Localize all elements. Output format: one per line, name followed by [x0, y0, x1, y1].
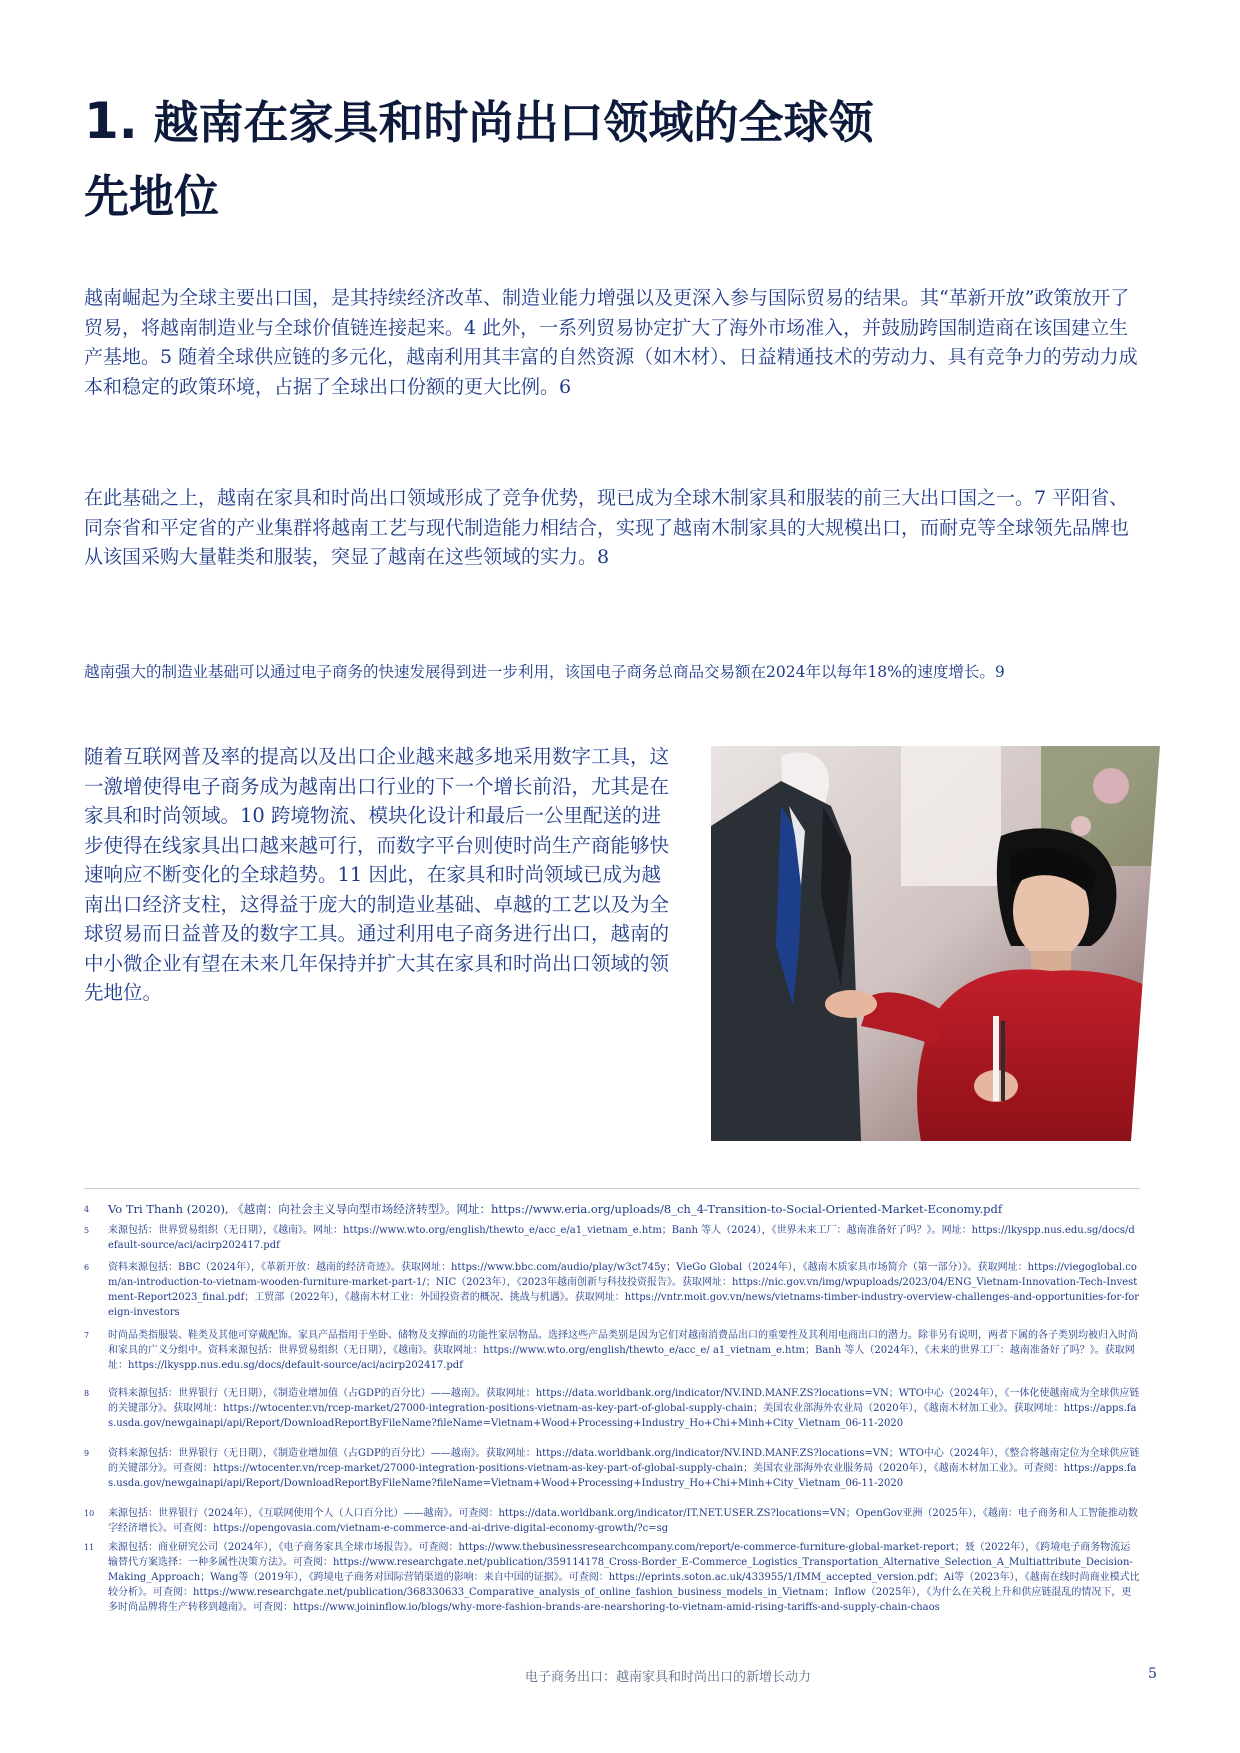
- paragraph-1: 越南崛起为全球主要出口国，是其持续经济改革、制造业能力增强以及更深入参与国际贸易的结果。其“革新开放”政策放开了贸易，将越南制造业与全球价值链连接起来。4 此外，一系列贸易协定扩大了海外市场准入，并鼓励跨国制造商在该国建立生产基地。5 随着全球供应链的多元化，越南利用其丰富的自然资源（如木材）、日益精通技术的劳动力、具有竞争力的劳动力成本和稳定的政策环境，占据了全球出口份额的更大比例。6: [84, 287, 1138, 398]
- footer-document-title: 电子商务出口：越南家具和时尚出口的新增长动力: [525, 1670, 812, 1685]
- section-number: 1.: [84, 92, 138, 150]
- footnote-4: [84, 1202, 1140, 1217]
- footnote-number: 7: [84, 1331, 90, 1340]
- footnote-10: [84, 1506, 1140, 1536]
- footnote-text: 资料来源包括：BBC（2024年），《革新开放：越南的经济奇迹》。获取网址：https://www.bbc.com/audio/play/w3ct745y；VieGo Global（2024年），《越南木质家具市场简介（第一部分）》。获取网址：https://viegoglobal.com/an-introduction-to-vietnam-wooden-furniture-market-part-1/；NIC（2023年），《2023年越南创新与科技投资报告》。获取网址：https://nic.gov.vn/img/wpuploads/2023/04/ENG_Vietnam-Innovation-Tech-Investment-Report2023_final.pdf；工贸部（2022年），《越南木材工业：外国投资者的概况、挑战与机遇》。获取网址：https://vntr.moit.gov.vn/news/vietnams-timber-industry-overview-challenges-and-opportunities-for-foreign-investors: [108, 1262, 1140, 1318]
- footnote-number: 5: [84, 1226, 90, 1235]
- footnote-number: 4: [84, 1205, 90, 1214]
- footnote-text: 资料来源包括：世界银行（无日期），《制造业增加值（占GDP的百分比）——越南》。获取网址：https://data.worldbank.org/indicator/NV.IND.MANF.ZS?locations=VN；WTO中心（2024年），《一体化使越南成为全球供应链的关键部分》。获取网址：https://wtocenter.vn/rcep-market/27000-integration-positions-vietnam-as-key-part-of-global-supply-chain；美国农业部海外农业局（2020年），《越南木材加工业》。获取网址：https://apps.fas.usda.gov/newgainapi/api/Report/DownloadReportByFileName?fileName=Vietnam+Wood+Processing+Industry_Ho+Chi+Minh+City_Vietnam_06-11-2020: [108, 1388, 1140, 1429]
- footnote-text: 来源包括：商业研究公司（2024年），《电子商务家具全球市场报告》。可查阅：https://www.thebusinessresearchcompany.com/report/e-commerce-furniture-global-market-report；聂（2022年），《跨境电子商务物流运输替代方案选择：一种多属性决策方法》。可查阅：https://www.researchgate.net/publication/359114178_Cross-Border_E-Commerce_Logistics_Transportation_Alternative_Selection_A_Multiattribute_Decision-Making_Approach；Wang等（2019年），《跨境电子商务对国际营销渠道的影响：来自中国的证据》。可查阅：https://eprints.soton.ac.uk/433955/1/IMM_accepted_version.pdf；Ai等（2023年），《越南在线时尚商业模式比较分析》。可查阅：https://www.researchgate.net/publication/368330633_Comparative_analysis_of_online_fashion_business_models_in_Vietnam；Inflow（2025年），《为什么在关税上升和供应链混乱的情况下，更多时尚品牌将生产转移到越南》。可查阅：https://www.joininflow.io/blogs/why-more-fashion-brands-are-nearshoring-to-vietnam-amid-rising-tariffs-and-supply-chain-chaos: [108, 1542, 1140, 1613]
- footnote-number: 9: [84, 1449, 90, 1458]
- footnote-7: [84, 1328, 1140, 1373]
- footnote-9: [84, 1446, 1140, 1491]
- footnote-text: 来源包括：世界贸易组织（无日期），《越南》。网址：https://www.wto.org/english/thewto_e/acc_e/a1_vietnam_e.htm；Banh 等人（2024），《世界未来工厂：越南准备好了吗？》。网址：https://lkyspp.nus.edu.sg/docs/default-source/aci/acirp202417.pdf: [108, 1225, 1135, 1251]
- fashion-store-photo: [711, 746, 1160, 1141]
- footnote-text: Vo Tri Thanh (2020), 《越南：向社会主义导向型市场经济转型》。网址：https://www.eria.org/uploads/8_ch_4-Transition-to-Social-Oriented-Market-Economy.pdf: [108, 1202, 1003, 1216]
- title-line-2: 先地位: [84, 170, 220, 223]
- paragraph-2: 在此基础之上，越南在家具和时尚出口领域形成了竞争优势，现已成为全球木制家具和服装的前三大出口国之一。7 平阳省、同奈省和平定省的产业集群将越南工艺与现代制造能力相结合，实现了越南木制家具的大规模出口，而耐克等全球领先品牌也从该国采购大量鞋类和服装，突显了越南在这些领域的实力。8: [84, 487, 1130, 568]
- footnote-number: 10: [84, 1509, 95, 1518]
- footnote-6: [84, 1260, 1140, 1320]
- footnote-5: [84, 1223, 1140, 1253]
- footnote-text: 时尚品类指服装、鞋类及其他可穿戴配饰。家具产品指用于坐卧、储物及支撑面的功能性家居物品。选择这些产品类别是因为它们对越南消费品出口的重要性及其利用电商出口的潜力。除非另有说明，两者下属的各子类别均被归入时尚和家具的广义分组中。资料来源包括：世界贸易组织（无日期），《越南》。获取网址：https://www.wto.org/english/thewto_e/acc_e/ a1_vietnam_e.htm；Banh 等人（2024年），《未来的世界工厂：越南准备好了吗？》。获取网址：https://lkyspp.nus.edu.sg/docs/default-source/aci/acirp202417.pdf: [108, 1330, 1138, 1371]
- paragraph-3: 越南强大的制造业基础可以通过电子商务的快速发展得到进一步利用，该国电子商务总商品交易额在2024年以每年18%的速度增长。9: [84, 663, 1005, 681]
- footnote-8: [84, 1386, 1140, 1431]
- footnote-text: 来源包括：世界银行（2024年），《互联网使用个人（人口百分比）——越南》。可查阅：https://data.worldbank.org/indicator/IT.NET.USER.ZS?locations=VN；OpenGov亚洲（2025年），《越南：电子商务和人工智能推动数字经济增长》。可查阅：https://opengovasia.com/vietnam-e-commerce-and-ai-drive-digital-economy-growth/?c=sg: [108, 1508, 1138, 1534]
- footnote-number: 8: [84, 1389, 90, 1398]
- footnote-number: 6: [84, 1263, 90, 1272]
- page-title: [84, 84, 984, 234]
- paragraph-4: 随着互联网普及率的提高以及出口企业越来越多地采用数字工具，这一激增使得电子商务成为越南出口行业的下一个增长前沿，尤其是在家具和时尚领域。10 跨境物流、模块化设计和最后一公里配送的进步使得在线家具出口越来越可行，而数字平台则使时尚生产商能够快速响应不断变化的全球趋势。11 因此，在家具和时尚领域已成为越南出口经济支柱，这得益于庞大的制造业基础、卓越的工艺以及为全球贸易而日益普及的数字工具。通过利用电子商务进行出口，越南的中小微企业有望在未来几年保持并扩大其在家具和时尚出口领域的领先地位。: [84, 745, 670, 1004]
- title-line-1: 越南在家具和时尚出口领域的全球领: [153, 96, 874, 149]
- page-number: 5: [1148, 1666, 1157, 1682]
- footnote-divider: [84, 1188, 1140, 1189]
- footnote-number: 11: [84, 1543, 95, 1552]
- footnote-text: 资料来源包括：世界银行（无日期），《制造业增加值（占GDP的百分比）——越南》。获取网址：https://data.worldbank.org/indicator/NV.IND.MANF.ZS?locations=VN；WTO中心（2024年），《整合将越南定位为全球供应链的关键部分》。可查阅：https://wtocenter.vn/rcep-market/27000-integration-positions-vietnam-as-key-part-of-global-supply-chain；美国农业部海外农业服务局（2020年），《越南木材加工业》。可查阅：https://apps.fas.usda.gov/newgainapi/api/Report/DownloadReportByFileName?fileName=Vietnam+Wood+Processing+Industry_Ho+Chi+Minh+City_Vietnam_06-11-2020: [108, 1448, 1140, 1489]
- footnote-11: [84, 1540, 1140, 1615]
